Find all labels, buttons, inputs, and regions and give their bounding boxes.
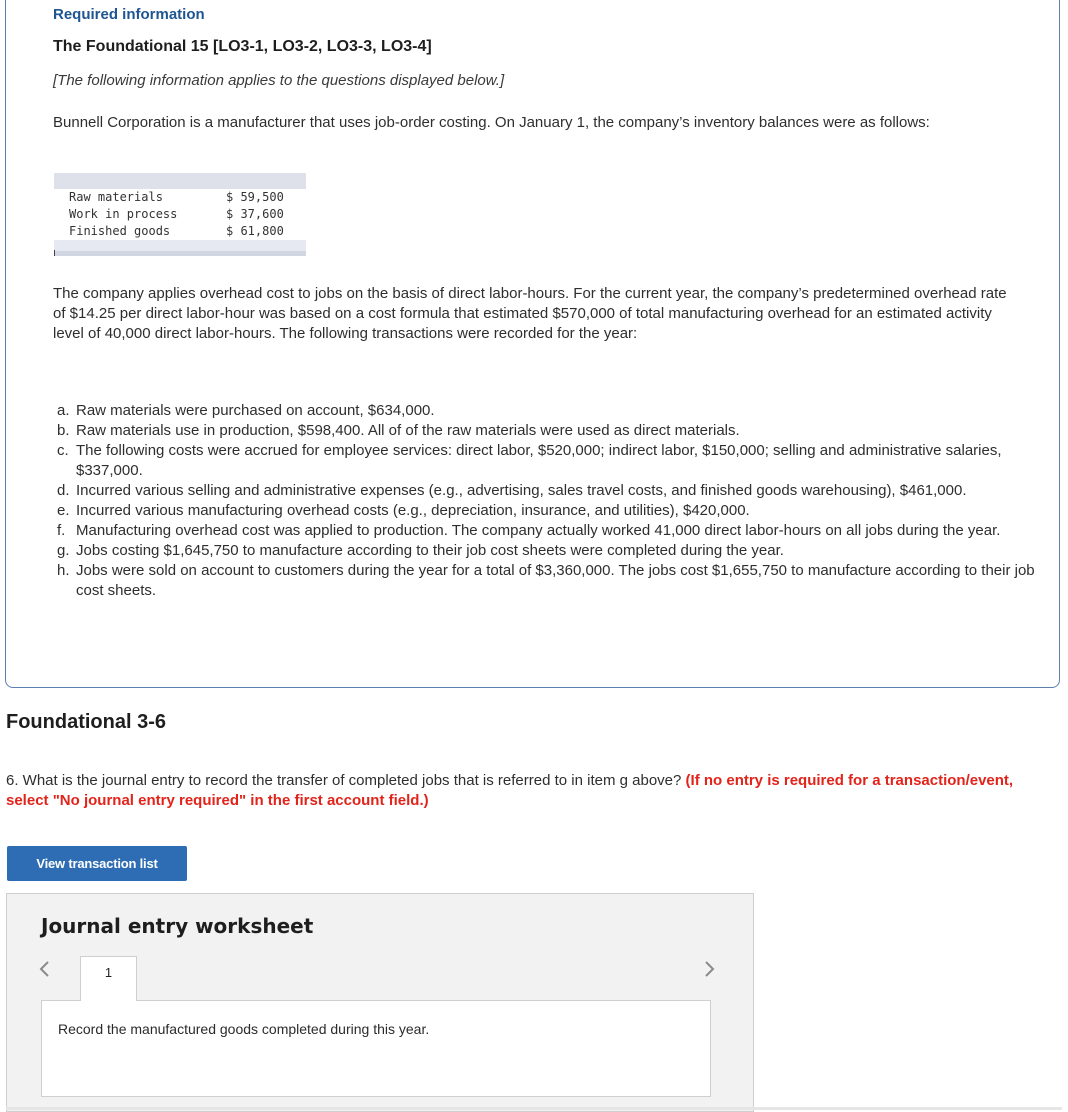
item-text: Manufacturing overhead cost was applied to production. The company actually worked 41,000 direct labor-hours on all jobs during the year. — [76, 522, 1001, 539]
list-item — [57, 401, 1037, 421]
overhead-paragraph: The company applies overhead cost to jobs on the basis of direct labor-hours. For the current year, the company’s predetermined overhead rate of $14.25 per direct labor-hour was based on a cost formula that estimated $570,000 of total manufacturing overhead for an estimated activity level of 40,000 direct labor-hours. The following transactions were recorded for the year: — [53, 285, 1007, 342]
item-letter: e. — [57, 502, 70, 519]
view-transaction-list-button[interactable]: View transaction list — [7, 846, 187, 881]
item-letter: c. — [57, 442, 69, 459]
worksheet-title: Journal entry worksheet — [41, 914, 314, 938]
item-text: Jobs costing $1,645,750 to manufacture according to their job cost sheets were completed during the year. — [76, 542, 784, 559]
table-row — [54, 206, 306, 223]
item-letter: h. — [57, 562, 70, 579]
foundational-15-title: The Foundational 15 [LO3-1, LO3-2, LO3-3, LO3-4] — [53, 38, 432, 55]
foundational-3-6-title: Foundational 3-6 — [6, 711, 166, 733]
worksheet-prompt: Record the manufactured goods completed during this year. — [58, 1021, 430, 1037]
table-edge-mark — [54, 250, 55, 256]
item-letter: f. — [57, 522, 66, 539]
list-item — [57, 561, 1037, 601]
chevron-right-icon[interactable] — [701, 960, 717, 978]
table-row — [54, 189, 306, 206]
item-letter: g. — [57, 542, 70, 559]
item-text: Raw materials were purchased on account, $634,000. — [76, 402, 435, 419]
list-item — [57, 481, 1037, 501]
question-text — [6, 771, 1046, 811]
item-text: Raw materials use in production, $598,400. All of of the raw materials were used as direct materials. — [76, 422, 740, 439]
item-text: The following costs were accrued for employee services: direct labor, $520,000; indirect labor, $150,000; selling and administrative salaries, $337,000. — [76, 442, 1002, 479]
item-text: Incurred various selling and administrative expenses (e.g., advertising, sales travel costs, and finished goods warehousing), $461,000. — [76, 482, 967, 499]
list-item — [57, 441, 1037, 481]
inventory-balances-table — [54, 173, 306, 256]
list-item — [57, 421, 1037, 441]
applies-note: [The following information applies to the questions displayed below.] — [53, 72, 505, 89]
inventory-amount: $ 61,800 — [226, 224, 284, 238]
list-item — [57, 501, 1037, 521]
question-prompt: 6. What is the journal entry to record the transfer of completed jobs that is referred to in item g above? — [6, 772, 682, 789]
inventory-name: Raw materials — [69, 190, 163, 204]
item-letter: a. — [57, 402, 70, 419]
transactions-list — [57, 401, 1037, 601]
item-letter: d. — [57, 482, 70, 499]
item-letter: b. — [57, 422, 70, 439]
journal-entry-worksheet — [6, 893, 754, 1112]
divider — [6, 1107, 1062, 1110]
item-text: Jobs were sold on account to customers during the year for a total of $3,360,000. The jobs cost $1,655,750 to manufacture according to their job cost sheets. — [76, 562, 1035, 599]
question-instruction: (If no entry is required for a transaction/event, select "No journal entry required" in the first account field.) — [6, 772, 1014, 809]
intro-paragraph: Bunnell Corporation is a manufacturer that uses job-order costing. On January 1, the company’s inventory balances were as follows: — [53, 114, 930, 131]
inventory-name: Work in process — [69, 207, 178, 221]
inventory-name: Finished goods — [69, 224, 171, 238]
required-information-heading: Required information — [53, 6, 205, 23]
inventory-amount: $ 37,600 — [226, 207, 284, 221]
chevron-left-icon[interactable] — [37, 960, 53, 978]
worksheet-content — [41, 1000, 711, 1097]
table-row — [54, 223, 306, 240]
item-text: Incurred various manufacturing overhead costs (e.g., depreciation, insurance, and utilities), $420,000. — [76, 502, 750, 519]
inventory-amount: $ 59,500 — [226, 190, 284, 204]
list-item — [57, 541, 1037, 561]
worksheet-tab-1[interactable]: 1 — [80, 956, 137, 1001]
list-item — [57, 521, 1037, 541]
